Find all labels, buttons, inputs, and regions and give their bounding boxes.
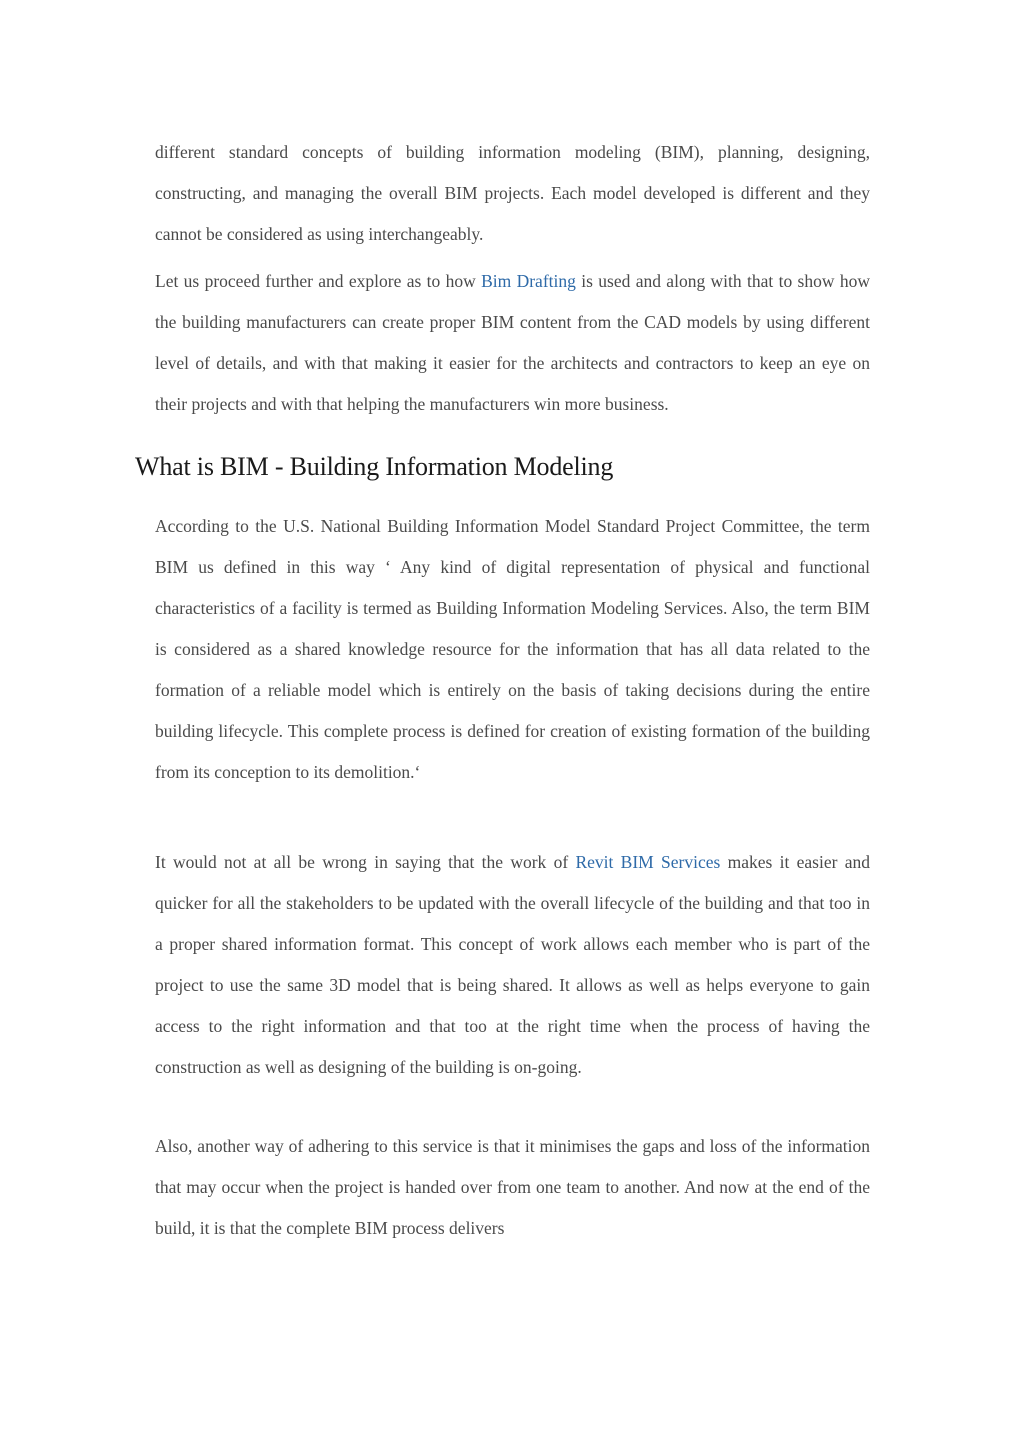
revit-bim-services-link[interactable]: Revit BIM Services xyxy=(575,852,721,872)
paragraph-bim-drafting-rest: is used and along with that to show how the building manufacturers can create proper BIM content from the CAD models by using different level of details, and with that making it easier for the architects and contractors to keep an eye on their projects and with that helping the manufacturers win more business. xyxy=(155,271,870,414)
paragraph-bim-definition: According to the U.S. National Building Information Model Standard Project Committee, the term BIM us defined in this way ‘ Any kind of digital representation of physical and functional characteristics of a facility is termed as Building Information Modeling Services. Also, the term BIM is considered as a shared knowledge resource for the information that has all data related to the formation of a reliable model which is entirely on the basis of taking decisions during the entire building lifecycle. This complete process is defined for creation of existing formation of the building from its conception to its demolition.‘ xyxy=(155,516,870,782)
paragraph-bim-concepts: different standard concepts of building information modeling (BIM), planning, designing, constructing, and managing the overall BIM projects. Each model developed is different and they cannot be considered as using interchangeably. xyxy=(155,142,870,244)
paragraph-bim-drafting-intro: Let us proceed further and explore as to how xyxy=(155,271,482,291)
paragraph-revit-intro: It would not at all be wrong in saying that the work of xyxy=(155,852,576,872)
paragraph-revit-services xyxy=(155,842,870,1088)
paragraph-bim-drafting xyxy=(155,261,870,425)
bim-drafting-link[interactable]: Bim Drafting xyxy=(481,271,576,291)
paragraph-revit-rest: makes it easier and quicker for all the stakeholders to be updated with the overall lifecycle of the building and that too in a proper shared information format. This concept of work allows each member who is part of the project to use the same 3D model that is being shared. It allows as well as helps everyone to gain access to the right information and that too at the right time when the process of having the construction as well as designing of the building is on-going. xyxy=(155,852,870,1077)
section-heading: What is BIM - Building Information Modeling xyxy=(135,452,614,481)
paragraph-handover: Also, another way of adhering to this service is that it minimises the gaps and loss of the information that may occur when the project is handed over from one team to another. And now at the end of the build, it is that the complete BIM process delivers xyxy=(155,1136,870,1238)
